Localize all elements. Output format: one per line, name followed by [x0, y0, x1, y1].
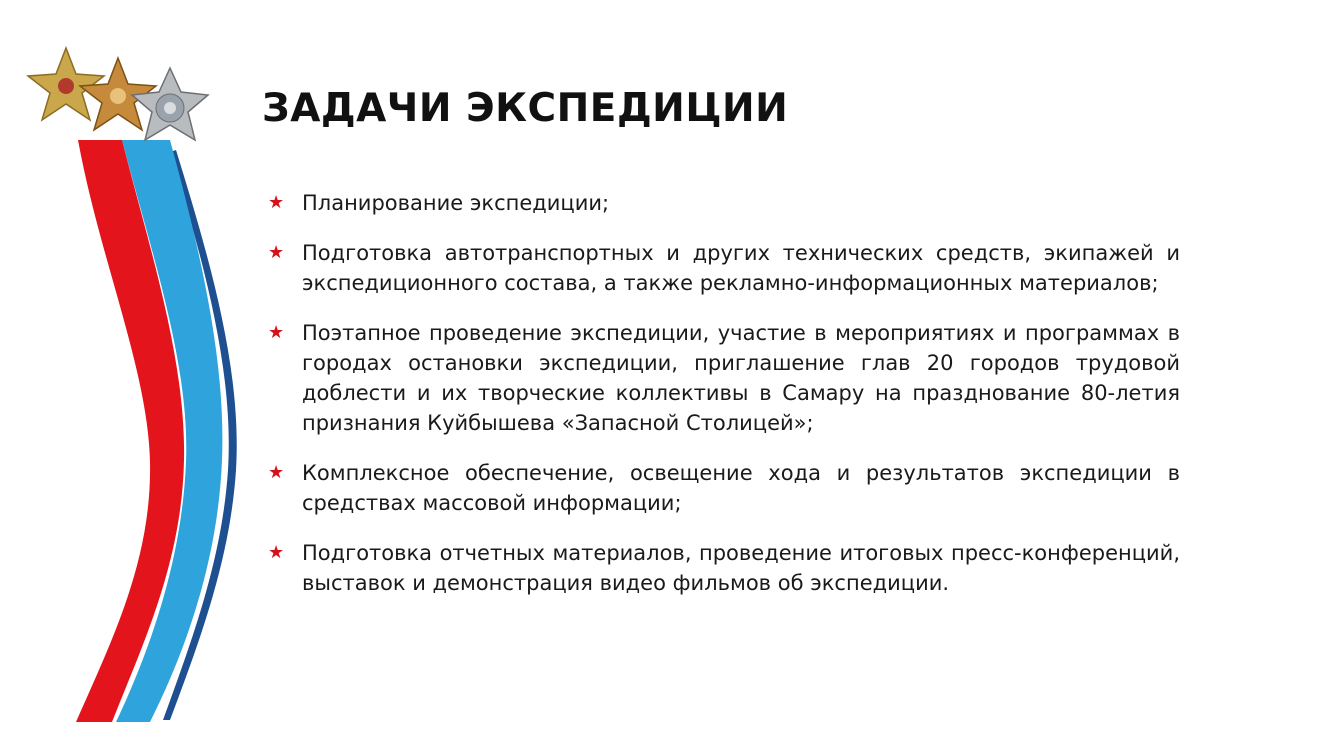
- gold-star-order-icon: [28, 48, 104, 120]
- task-text: Подготовка автотранспортных и других технических средств, экипажей и экспедиционного состава, а также рекламно-информационных материалов;: [302, 241, 1180, 295]
- red-star-icon: ★: [268, 542, 285, 563]
- task-text: Комплексное обеспечение, освещение хода и результатов экспедиции в средствах массовой информации;: [302, 461, 1180, 515]
- tricolor-ribbon-decoration: [0, 0, 260, 750]
- task-item: [268, 188, 1180, 218]
- red-star-icon: ★: [268, 192, 285, 213]
- task-text: Планирование экспедиции;: [302, 191, 610, 215]
- task-text: Подготовка отчетных материалов, проведение итоговых пресс-конференций, выставок и демонстрация видео фильмов об экспедиции.: [302, 541, 1180, 595]
- task-text: Поэтапное проведение экспедиции, участие в мероприятиях и программах в городах остановки экспедиции, приглашение глав 20 городов трудовой доблести и их творческие коллективы в Самару на празднование 80-летия признания Куйбышева «Запасной Столицей»;: [302, 321, 1180, 435]
- task-item: [268, 318, 1180, 438]
- silver-star-order-icon: [132, 68, 208, 140]
- task-list: [268, 188, 1180, 618]
- task-item: [268, 538, 1180, 598]
- task-item: [268, 458, 1180, 518]
- red-star-icon: ★: [268, 242, 285, 263]
- task-item: [268, 238, 1180, 298]
- slide-title: ЗАДАЧИ ЭКСПЕДИЦИИ: [262, 86, 789, 131]
- red-star-icon: ★: [268, 462, 285, 483]
- red-star-icon: ★: [268, 322, 285, 343]
